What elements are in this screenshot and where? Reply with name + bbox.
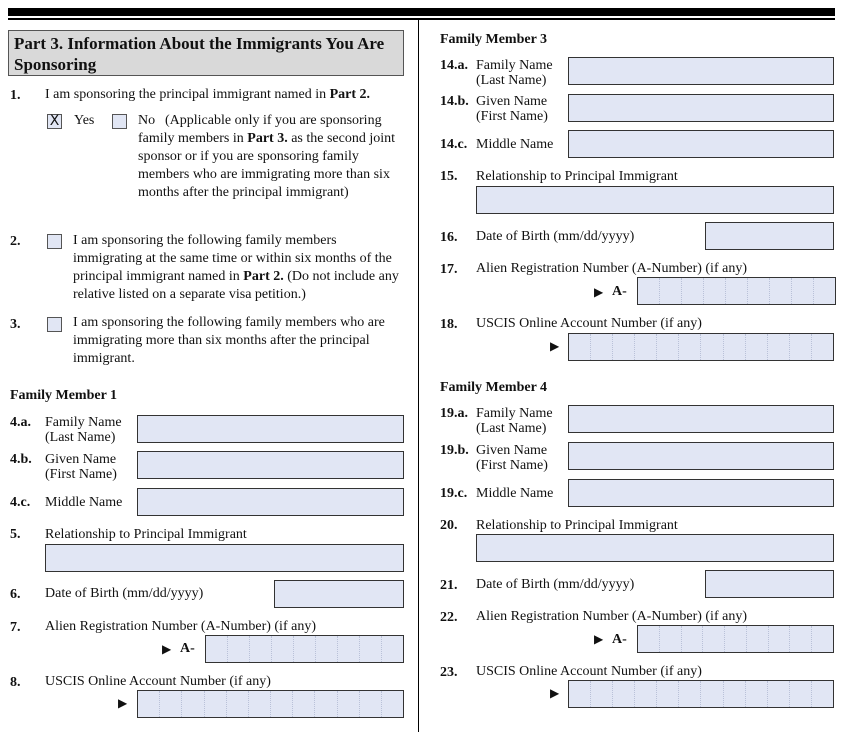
q1-no-text: (Applicable only if you are sponsoring family members in Part 3. as the second joint sponsor or if you are sponsoring family members who are immigrating more than six months after the principal immigrant) — [138, 113, 396, 200]
fm1-family-name-field[interactable] — [137, 415, 404, 443]
q1-text: I am sponsoring the principal immigrant named in Part 2. — [45, 87, 371, 102]
fm1-given-name-field[interactable] — [137, 451, 404, 479]
fm3-anumber-prefix: A- — [612, 284, 627, 299]
fm1-anumber-arrow-icon: ▶ — [162, 642, 172, 656]
fm4-given-number: 19.b. — [440, 443, 469, 458]
fm3-dob-field[interactable] — [705, 222, 834, 250]
fm1-relationship-number: 5. — [10, 527, 21, 542]
fm4-anumber-label: Alien Registration Number (A-Number) (if any) — [476, 609, 747, 624]
fm1-dob-label: Date of Birth (mm/dd/yyyy) — [45, 586, 204, 601]
fm4-middle-label: Middle Name — [476, 486, 554, 501]
q3-number: 3. — [10, 317, 21, 332]
fm1-given-label: Given Name (First Name) — [45, 452, 117, 482]
fm1-given-number: 4.b. — [10, 452, 32, 467]
fm4-family-number: 19.a. — [440, 406, 468, 421]
fm3-middle-label: Middle Name — [476, 137, 554, 152]
fm3-anumber-arrow-icon: ▶ — [594, 285, 604, 299]
fm4-uscis-field[interactable] — [568, 680, 834, 708]
q2-number: 2. — [10, 234, 21, 249]
fm1-title: Family Member 1 — [10, 388, 118, 403]
fm1-uscis-arrow-icon: ▶ — [118, 696, 128, 710]
fm1-anumber-field[interactable] — [205, 635, 404, 663]
column-divider — [418, 20, 419, 732]
fm3-dob-number: 16. — [440, 230, 458, 245]
fm1-anumber-prefix: A- — [180, 641, 195, 656]
fm4-title: Family Member 4 — [440, 380, 548, 395]
top-rule-thin — [8, 18, 835, 20]
q1-yes-label: Yes — [74, 113, 95, 128]
fm4-dob-label: Date of Birth (mm/dd/yyyy) — [476, 577, 635, 592]
fm4-relationship-number: 20. — [440, 518, 458, 533]
fm4-family-name-field[interactable] — [568, 405, 834, 433]
fm4-middle-name-field[interactable] — [568, 479, 834, 507]
fm3-anumber-number: 17. — [440, 262, 458, 277]
fm3-uscis-arrow-icon: ▶ — [550, 339, 560, 353]
q1-no-label: No — [138, 113, 156, 128]
fm4-relationship-label: Relationship to Principal Immigrant — [476, 518, 678, 533]
fm1-anumber-label: Alien Registration Number (A-Number) (if any) — [45, 619, 316, 634]
fm4-given-label: Given Name (First Name) — [476, 443, 548, 473]
fm4-dob-field[interactable] — [705, 570, 834, 598]
fm4-anumber-prefix: A- — [612, 632, 627, 647]
q2-checkbox[interactable] — [47, 234, 62, 249]
fm3-anumber-label: Alien Registration Number (A-Number) (if any) — [476, 261, 747, 276]
fm3-uscis-field[interactable] — [568, 333, 834, 361]
fm3-family-name-field[interactable] — [568, 57, 834, 85]
fm4-given-name-field[interactable] — [568, 442, 834, 470]
fm3-middle-name-field[interactable] — [568, 130, 834, 158]
fm1-anumber-number: 7. — [10, 620, 21, 635]
fm1-family-number: 4.a. — [10, 415, 31, 430]
part-header: Part 3. Information About the Immigrants You Are Sponsoring — [8, 30, 404, 76]
q3-checkbox[interactable] — [47, 317, 62, 332]
fm4-anumber-number: 22. — [440, 610, 458, 625]
fm3-dob-label: Date of Birth (mm/dd/yyyy) — [476, 229, 635, 244]
fm4-uscis-arrow-icon: ▶ — [550, 686, 560, 700]
fm3-relationship-field[interactable] — [476, 186, 834, 214]
fm3-relationship-label: Relationship to Principal Immigrant — [476, 169, 678, 184]
fm3-given-number: 14.b. — [440, 94, 469, 109]
fm3-family-number: 14.a. — [440, 58, 468, 73]
fm1-relationship-label: Relationship to Principal Immigrant — [45, 527, 247, 542]
fm4-family-label: Family Name (Last Name) — [476, 406, 553, 436]
fm4-relationship-field[interactable] — [476, 534, 834, 562]
fm3-given-label: Given Name (First Name) — [476, 94, 548, 124]
fm1-relationship-field[interactable] — [45, 544, 404, 572]
q1-number: 1. — [10, 88, 21, 103]
fm1-middle-number: 4.c. — [10, 495, 31, 510]
fm1-uscis-label: USCIS Online Account Number (if any) — [45, 674, 271, 689]
fm4-uscis-label: USCIS Online Account Number (if any) — [476, 664, 702, 679]
fm4-uscis-number: 23. — [440, 665, 458, 680]
fm3-given-name-field[interactable] — [568, 94, 834, 122]
fm4-anumber-arrow-icon: ▶ — [594, 632, 604, 646]
fm3-uscis-number: 18. — [440, 317, 458, 332]
fm3-family-label: Family Name (Last Name) — [476, 58, 553, 88]
fm3-relationship-number: 15. — [440, 169, 458, 184]
fm1-uscis-number: 8. — [10, 675, 21, 690]
fm4-dob-number: 21. — [440, 578, 458, 593]
fm4-anumber-field[interactable] — [637, 625, 834, 653]
fm3-anumber-field[interactable] — [637, 277, 836, 305]
fm3-uscis-label: USCIS Online Account Number (if any) — [476, 316, 702, 331]
fm1-family-label: Family Name (Last Name) — [45, 415, 122, 445]
fm1-uscis-field[interactable] — [137, 690, 404, 718]
fm1-middle-name-field[interactable] — [137, 488, 404, 516]
q2-text: I am sponsoring the following family members immigrating at the same time or within six months of the principal immigrant named in Part 2. (Do not include any relative listed on a separate visa petition.) — [73, 233, 399, 302]
fm1-dob-number: 6. — [10, 587, 21, 602]
q1-yes-checkbox[interactable]: X — [47, 114, 62, 129]
q1-no-checkbox[interactable] — [112, 114, 127, 129]
fm3-title: Family Member 3 — [440, 32, 548, 47]
fm4-middle-number: 19.c. — [440, 486, 468, 501]
fm1-dob-field[interactable] — [274, 580, 404, 608]
q3-text: I am sponsoring the following family members who are immigrating more than six months after the principal immigrant. — [73, 315, 385, 366]
top-rule-thick — [8, 8, 835, 16]
fm1-middle-label: Middle Name — [45, 495, 123, 510]
fm3-middle-number: 14.c. — [440, 137, 468, 152]
